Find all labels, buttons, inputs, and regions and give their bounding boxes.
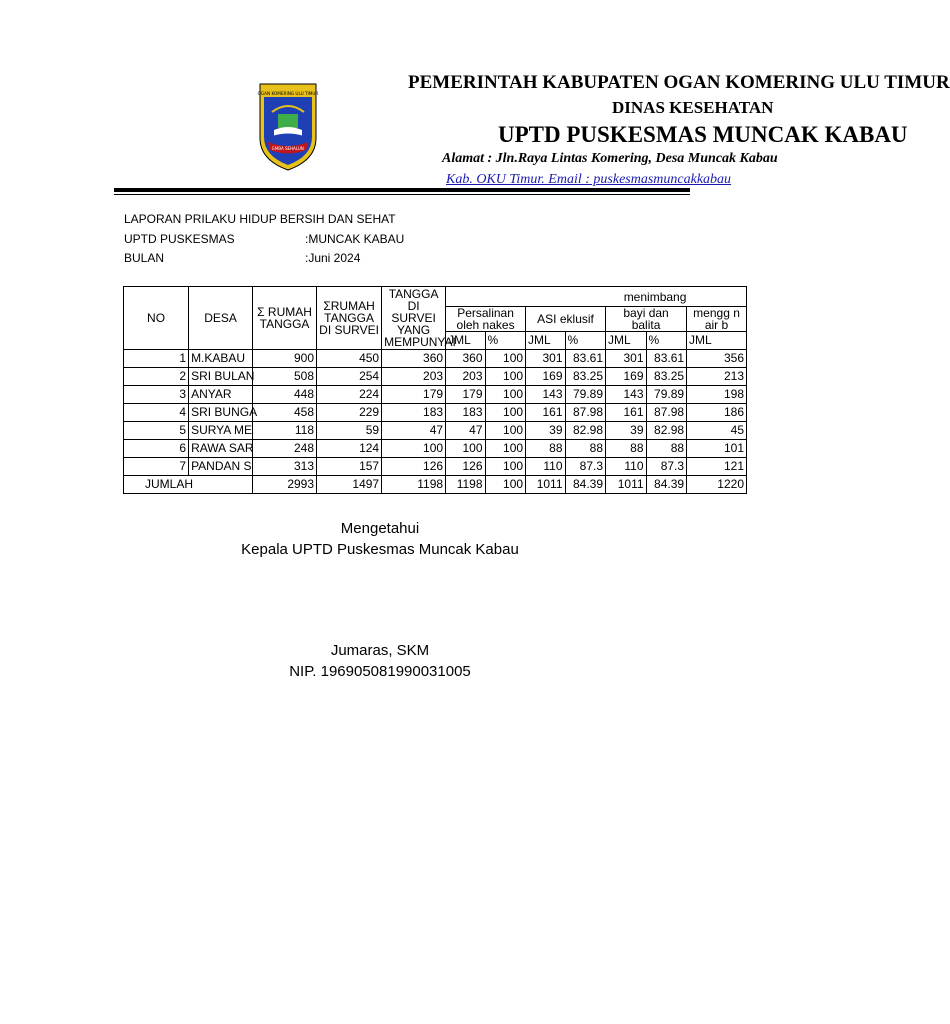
cell-phbs: 179 — [382, 386, 446, 404]
cell-total-asi-pct: 84.39 — [565, 476, 606, 494]
cell-asi-jml: 88 — [526, 440, 565, 458]
cell-desa: SRI BUNGA — [189, 404, 253, 422]
cell-persalinan-jml: 203 — [446, 368, 485, 386]
cell-asi-pct: 83.25 — [565, 368, 606, 386]
cell-rumah-tangga: 900 — [253, 350, 317, 368]
report-title: LAPORAN PRILAKU HIDUP BERSIH DAN SEHAT — [124, 212, 396, 226]
cell-timbang-jml: 161 — [606, 404, 647, 422]
letterhead-institution: UPTD PUSKESMAS MUNCAK KABAU — [498, 122, 908, 147]
cell-timbang-pct: 83.25 — [646, 368, 687, 386]
cell-air-bersih-jml: 356 — [687, 350, 747, 368]
header-rumah-tangga-disurvei: ΣRUMAH TANGGA DI SURVEI — [317, 287, 382, 350]
cell-air-bersih-jml: 213 — [687, 368, 747, 386]
cell-persalinan-pct: 100 — [485, 404, 526, 422]
header-no: NO — [124, 287, 189, 350]
signature-position: Kepala UPTD Puskesmas Muncak Kabau — [241, 541, 519, 558]
header-desa: DESA — [189, 287, 253, 350]
cell-desa: SRI BULAN — [189, 368, 253, 386]
header-persalinan: Persalinan oleh nakes — [446, 307, 526, 332]
cell-rumah-tangga: 248 — [253, 440, 317, 458]
cell-timbang-pct: 87.3 — [646, 458, 687, 476]
header-jumlah-rumah-tangga: Σ RUMAH TANGGA — [253, 287, 317, 350]
signature-nip: NIP. 196905081990031005 — [289, 663, 471, 680]
signature-acknowledged: Mengetahui — [340, 520, 420, 537]
cell-asi-pct: 79.89 — [565, 386, 606, 404]
cell-timbang-jml: 169 — [606, 368, 647, 386]
cell-persalinan-pct: 100 — [485, 440, 526, 458]
letterhead-address: Alamat : Jln.Raya Lintas Komering, Desa Muncak Kabau — [442, 151, 778, 166]
table-row — [124, 350, 747, 368]
signature-name: Jumaras, SKM — [330, 642, 430, 659]
cell-total-phbs: 1198 — [382, 476, 446, 494]
cell-persalinan-jml: 126 — [446, 458, 485, 476]
cell-persalinan-jml: 100 — [446, 440, 485, 458]
cell-total-persalinan-jml: 1198 — [446, 476, 485, 494]
header-menimbang-bayi-balita: bayi dan balita — [606, 307, 687, 332]
table-row — [124, 386, 747, 404]
cell-phbs: 100 — [382, 440, 446, 458]
cell-phbs: 360 — [382, 350, 446, 368]
month-label: BULAN — [124, 251, 165, 265]
cell-timbang-jml: 301 — [606, 350, 647, 368]
subheader-jml: JML — [606, 332, 647, 350]
table-row — [124, 422, 747, 440]
header-rumah-tangga-phbs: TANGGA DI SURVEI YANG MEMPUNYAI — [382, 287, 446, 350]
header-asi-eksklusif: ASI eklusif — [526, 307, 606, 332]
cell-total-timbang-pct: 84.39 — [646, 476, 687, 494]
header-air-bersih: mengg n air b — [687, 307, 747, 332]
letterhead-rule — [114, 188, 690, 192]
cell-total-air-bersih-jml: 1220 — [687, 476, 747, 494]
cell-persalinan-pct: 100 — [485, 368, 526, 386]
subheader-pct: % — [565, 332, 606, 350]
cell-persalinan-jml: 360 — [446, 350, 485, 368]
letterhead-department: DINAS KESEHATAN — [612, 98, 774, 117]
cell-phbs: 47 — [382, 422, 446, 440]
cell-rumah-tangga: 508 — [253, 368, 317, 386]
subheader-jml: JML — [526, 332, 565, 350]
cell-disurvei: 59 — [317, 422, 382, 440]
cell-asi-pct: 87.3 — [565, 458, 606, 476]
cell-total-persalinan-pct: 100 — [485, 476, 526, 494]
cell-no: 2 — [124, 368, 189, 386]
cell-no: 4 — [124, 404, 189, 422]
cell-air-bersih-jml: 101 — [687, 440, 747, 458]
cell-desa: SURYA ME — [189, 422, 253, 440]
cell-asi-jml: 110 — [526, 458, 565, 476]
cell-no: 1 — [124, 350, 189, 368]
cell-timbang-jml: 39 — [606, 422, 647, 440]
cell-total-disurvei: 1497 — [317, 476, 382, 494]
cell-air-bersih-jml: 198 — [687, 386, 747, 404]
cell-timbang-pct: 87.98 — [646, 404, 687, 422]
cell-total-label: JUMLAH — [124, 476, 253, 494]
cell-persalinan-pct: 100 — [485, 350, 526, 368]
cell-timbang-pct: 83.61 — [646, 350, 687, 368]
cell-rumah-tangga: 448 — [253, 386, 317, 404]
cell-asi-jml: 143 — [526, 386, 565, 404]
letterhead — [330, 60, 950, 200]
cell-timbang-pct: 79.89 — [646, 386, 687, 404]
cell-desa: ANYAR — [189, 386, 253, 404]
table-row — [124, 458, 747, 476]
cell-phbs: 203 — [382, 368, 446, 386]
cell-asi-pct: 87.98 — [565, 404, 606, 422]
cell-disurvei: 124 — [317, 440, 382, 458]
cell-asi-jml: 161 — [526, 404, 565, 422]
cell-air-bersih-jml: 186 — [687, 404, 747, 422]
cell-timbang-pct: 82.98 — [646, 422, 687, 440]
cell-disurvei: 450 — [317, 350, 382, 368]
header-indicator-group: menimbang — [446, 287, 747, 307]
table-row — [124, 440, 747, 458]
cell-asi-jml: 301 — [526, 350, 565, 368]
cell-no: 3 — [124, 386, 189, 404]
cell-disurvei: 229 — [317, 404, 382, 422]
logo-top-text: OGAN KOMERING ULU TIMUR — [257, 91, 319, 96]
table-total-row — [124, 476, 747, 494]
cell-persalinan-pct: 100 — [485, 458, 526, 476]
cell-air-bersih-jml: 45 — [687, 422, 747, 440]
cell-timbang-jml: 88 — [606, 440, 647, 458]
cell-persalinan-pct: 100 — [485, 422, 526, 440]
unit-label: UPTD PUSKESMAS — [124, 232, 235, 246]
cell-asi-jml: 39 — [526, 422, 565, 440]
cell-total-rumah-tangga: 2993 — [253, 476, 317, 494]
regency-logo — [254, 80, 322, 172]
cell-persalinan-jml: 179 — [446, 386, 485, 404]
cell-rumah-tangga: 458 — [253, 404, 317, 422]
logo-ribbon-text: EMBA SEHALUN — [272, 146, 304, 151]
cell-total-timbang-jml: 1011 — [606, 476, 647, 494]
cell-disurvei: 157 — [317, 458, 382, 476]
cell-phbs: 183 — [382, 404, 446, 422]
cell-desa: RAWA SAR — [189, 440, 253, 458]
table-row — [124, 368, 747, 386]
cell-rumah-tangga: 313 — [253, 458, 317, 476]
cell-asi-pct: 83.61 — [565, 350, 606, 368]
cell-disurvei: 224 — [317, 386, 382, 404]
phbs-table-wrapper — [123, 286, 744, 502]
cell-asi-pct: 82.98 — [565, 422, 606, 440]
cell-persalinan-jml: 183 — [446, 404, 485, 422]
cell-phbs: 126 — [382, 458, 446, 476]
cell-no: 5 — [124, 422, 189, 440]
subheader-pct: % — [485, 332, 526, 350]
unit-value: :MUNCAK KABAU — [305, 232, 405, 246]
cell-desa: PANDAN S — [189, 458, 253, 476]
cell-air-bersih-jml: 121 — [687, 458, 747, 476]
letterhead-government: PEMERINTAH KABUPATEN OGAN KOMERING ULU TIMUR — [408, 72, 950, 93]
month-value: :Juni 2024 — [305, 251, 361, 265]
subheader-jml: JML — [446, 332, 485, 350]
cell-no: 6 — [124, 440, 189, 458]
cell-no: 7 — [124, 458, 189, 476]
letterhead-email-link[interactable]: Kab. OKU Timur. Email : puskesmasmuncakkabau — [446, 172, 732, 187]
letterhead-rule-thin — [114, 194, 690, 195]
subheader-pct: % — [646, 332, 687, 350]
phbs-table — [123, 286, 747, 494]
cell-asi-pct: 88 — [565, 440, 606, 458]
subheader-jml: JML — [687, 332, 747, 350]
cell-persalinan-pct: 100 — [485, 386, 526, 404]
cell-rumah-tangga: 118 — [253, 422, 317, 440]
cell-timbang-jml: 110 — [606, 458, 647, 476]
cell-timbang-pct: 88 — [646, 440, 687, 458]
cell-timbang-jml: 143 — [606, 386, 647, 404]
cell-disurvei: 254 — [317, 368, 382, 386]
cell-asi-jml: 169 — [526, 368, 565, 386]
cell-desa: M.KABAU — [189, 350, 253, 368]
cell-total-asi-jml: 1011 — [526, 476, 565, 494]
cell-persalinan-jml: 47 — [446, 422, 485, 440]
table-row — [124, 404, 747, 422]
